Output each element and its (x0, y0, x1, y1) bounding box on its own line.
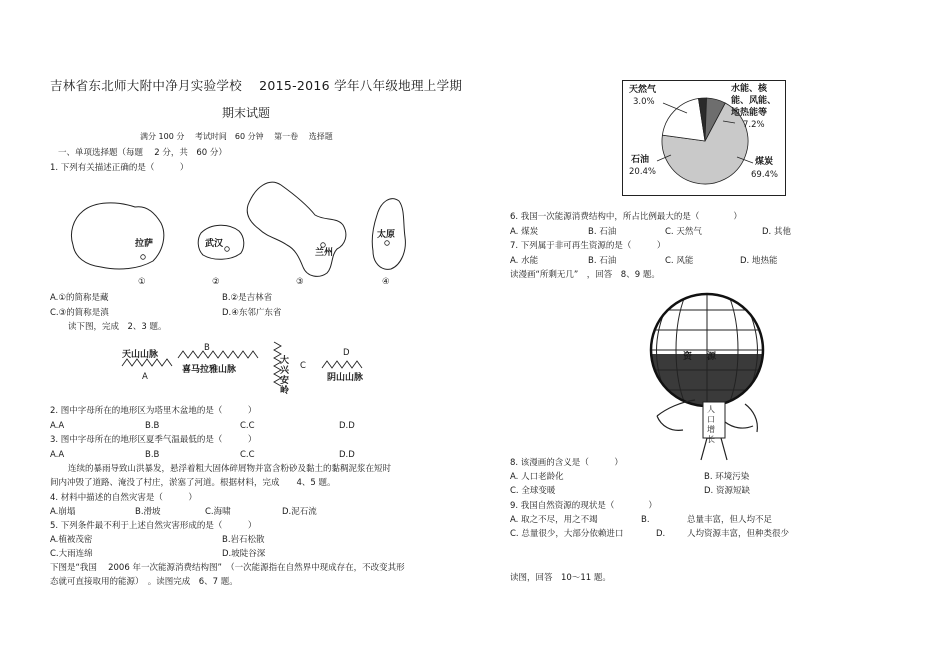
q6-stem: 6. 我国一次能源消费结构中，所占比例最大的是（ ） (510, 212, 742, 222)
pie-label-oil: 石油 (631, 155, 650, 165)
q4-option-b: B.滑坡 (135, 507, 161, 517)
q6-option-a: A. 煤炭 (510, 227, 539, 237)
pie-value-oil: 20.4% (629, 167, 657, 177)
province-3-shape (247, 182, 346, 276)
label-mountain-c: C (300, 361, 306, 371)
section-heading: 一、单项选择题（每题 2 分，共 60 分） (58, 148, 227, 158)
q4-option-a: A.崩塌 (50, 507, 76, 517)
intro-q10-11: 读图，回答 10～11 题。 (510, 573, 611, 583)
q6-option-d: D. 其他 (762, 227, 791, 237)
q4-option-d: D.泥石流 (282, 507, 317, 517)
label-tianshan: 天山山脉 (122, 350, 159, 360)
pie-label-other-1: 水能、核 (731, 84, 768, 94)
pie-value-gas: 3.0% (633, 97, 655, 107)
q2-option-b: B.B (145, 421, 160, 431)
q8-stem: 8. 该漫画的含义是（ ） (510, 458, 623, 468)
q5-option-d: D.坡陡谷深 (222, 549, 266, 559)
cartoon-word-1: 资 (683, 352, 693, 362)
map-number-2: ② (212, 277, 220, 287)
intro-q2-3: 读下图，完成 2、3 题。 (68, 322, 167, 332)
q5-stem: 5. 下列条件最不利于上述自然灾害形成的是（ ） (50, 521, 257, 531)
label-daxinganling: 大兴安岭 (280, 356, 290, 396)
exam-meta: 满分 100 分 考试时间 60 分钟 第一卷 选择题 (140, 132, 333, 141)
city-4-marker (385, 241, 390, 246)
q8-option-b: B. 环境污染 (704, 472, 750, 482)
cartoon-word-6: 长 (707, 435, 715, 444)
q2-option-c: C.C (240, 421, 255, 431)
pie-label-other-2: 能、风能、 (731, 96, 777, 106)
intro-q6-7-line-1: 下图是“我国 2006 年一次能源消费结构图” （一次能源指在自然界中现成存在，不改变其形 (50, 563, 405, 573)
q4-stem: 4. 材料中描述的自然灾害是（ ） (50, 493, 197, 503)
city-3-marker (321, 243, 326, 248)
q4-option-c: C.海啸 (205, 507, 231, 517)
q7-option-c: C. 风能 (665, 256, 694, 266)
q9-option-d-letter: D. (656, 529, 666, 539)
q9-option-c: C. 总量很少，大部分依赖进口 (510, 529, 624, 539)
q2-option-a: A.A (50, 421, 65, 431)
q7-option-b: B. 石油 (588, 256, 617, 266)
map-number-3: ③ (296, 277, 304, 287)
q1-stem: 1. 下列有关描述正确的是（ ） (50, 163, 189, 173)
q5-option-c: C.大雨连绵 (50, 549, 93, 559)
q9-option-a: A. 取之不尽，用之不竭 (510, 515, 598, 525)
q2-stem: 2. 图中字母所在的地形区为塔里木盆地的是（ ） (50, 406, 257, 416)
energy-pie-chart (622, 80, 786, 196)
q1-option-a: A.①的简称是藏 (50, 293, 109, 303)
himalaya-peaks (178, 351, 258, 358)
q9-option-b-text: 总量丰富，但人均不足 (687, 515, 773, 525)
passage-line-2: 间内冲毁了道路、淹没了村庄，淤塞了河道。根据材料，完成 4、5 题。 (50, 478, 336, 488)
pie-value-coal: 69.4% (751, 170, 779, 180)
q7-option-a: A. 水能 (510, 256, 539, 266)
label-himalaya: 喜马拉雅山脉 (182, 365, 237, 375)
q6-option-c: C. 天然气 (665, 227, 702, 237)
q1-option-b: B.②是吉林省 (222, 293, 273, 303)
q1-option-d: D.④东邻广东省 (222, 308, 282, 318)
province-map (55, 175, 415, 295)
cartoon-word-5: 增 (707, 425, 715, 434)
q3-option-d: D.D (339, 450, 355, 460)
mountain-figure (120, 340, 400, 400)
label-mountain-d: D (343, 348, 350, 358)
q3-stem: 3. 图中字母所在的地形区夏季气温最低的是（ ） (50, 435, 257, 445)
city-2-marker (225, 247, 230, 252)
passage-line-1: 连续的暴雨导致山洪暴发，悬浮着粗大固体碎屑物并富含粉砂及黏土的黏稠泥浆在短时 (68, 464, 392, 474)
map-city-4: 太原 (377, 230, 396, 240)
pie-label-other-3: 地热能等 (731, 108, 768, 118)
cartoon-word-2: 源 (707, 352, 717, 362)
q7-option-d: D. 地热能 (740, 256, 778, 266)
intro-q6-7-line-2: 态就可直接取用的能源） 。读图完成 6、7 题。 (50, 577, 238, 587)
intro-q8-9: 读漫画“所剩无几” ，回答 8、9 题。 (510, 270, 660, 280)
q3-option-a: A.A (50, 450, 65, 460)
pie-value-other: 7.2% (743, 120, 765, 130)
exam-subtitle: 期末试题 (222, 106, 271, 120)
q6-option-b: B. 石油 (588, 227, 617, 237)
cartoon-word-4: 口 (707, 415, 715, 424)
pie-label-coal: 煤炭 (755, 157, 774, 167)
map-city-1: 拉萨 (135, 239, 154, 249)
q2-option-d: D.D (339, 421, 355, 431)
yinshan-peaks (322, 361, 362, 368)
q9-option-d-text: 人均资源丰富，但种类很少 (687, 529, 790, 539)
q8-option-a: A. 人口老龄化 (510, 472, 564, 482)
pie-label-gas: 天然气 (629, 85, 657, 95)
map-number-4: ④ (382, 277, 390, 287)
q8-option-d: D. 资源短缺 (704, 486, 750, 496)
cartoon-word-3: 人 (707, 405, 715, 414)
city-1-marker (141, 255, 146, 260)
q3-option-c: C.C (240, 450, 255, 460)
q8-option-c: C. 全球变暖 (510, 486, 556, 496)
map-number-1: ① (138, 277, 146, 287)
q5-option-a: A.植被茂密 (50, 535, 93, 545)
q7-stem: 7. 下列属于非可再生资源的是（ ） (510, 241, 666, 251)
q9-stem: 9. 我国自然资源的现状是（ ） (510, 501, 657, 511)
q5-option-b: B.岩石松散 (222, 535, 265, 545)
label-yinshan: 阴山山脉 (327, 373, 364, 383)
map-city-2: 武汉 (205, 239, 224, 249)
q1-option-c: C.③的简称是滇 (50, 308, 109, 318)
label-mountain-a: A (142, 372, 148, 382)
map-city-3: 兰州 (315, 248, 334, 258)
pie-slice-oil (662, 99, 705, 142)
q3-option-b: B.B (145, 450, 160, 460)
exam-title: 吉林省东北师大附中净月实验学校 2015-2016 学年八年级地理上学期 (50, 78, 463, 93)
province-1-shape (71, 203, 163, 269)
label-mountain-b: B (204, 343, 210, 353)
q9-option-b-letter: B. (641, 515, 650, 525)
